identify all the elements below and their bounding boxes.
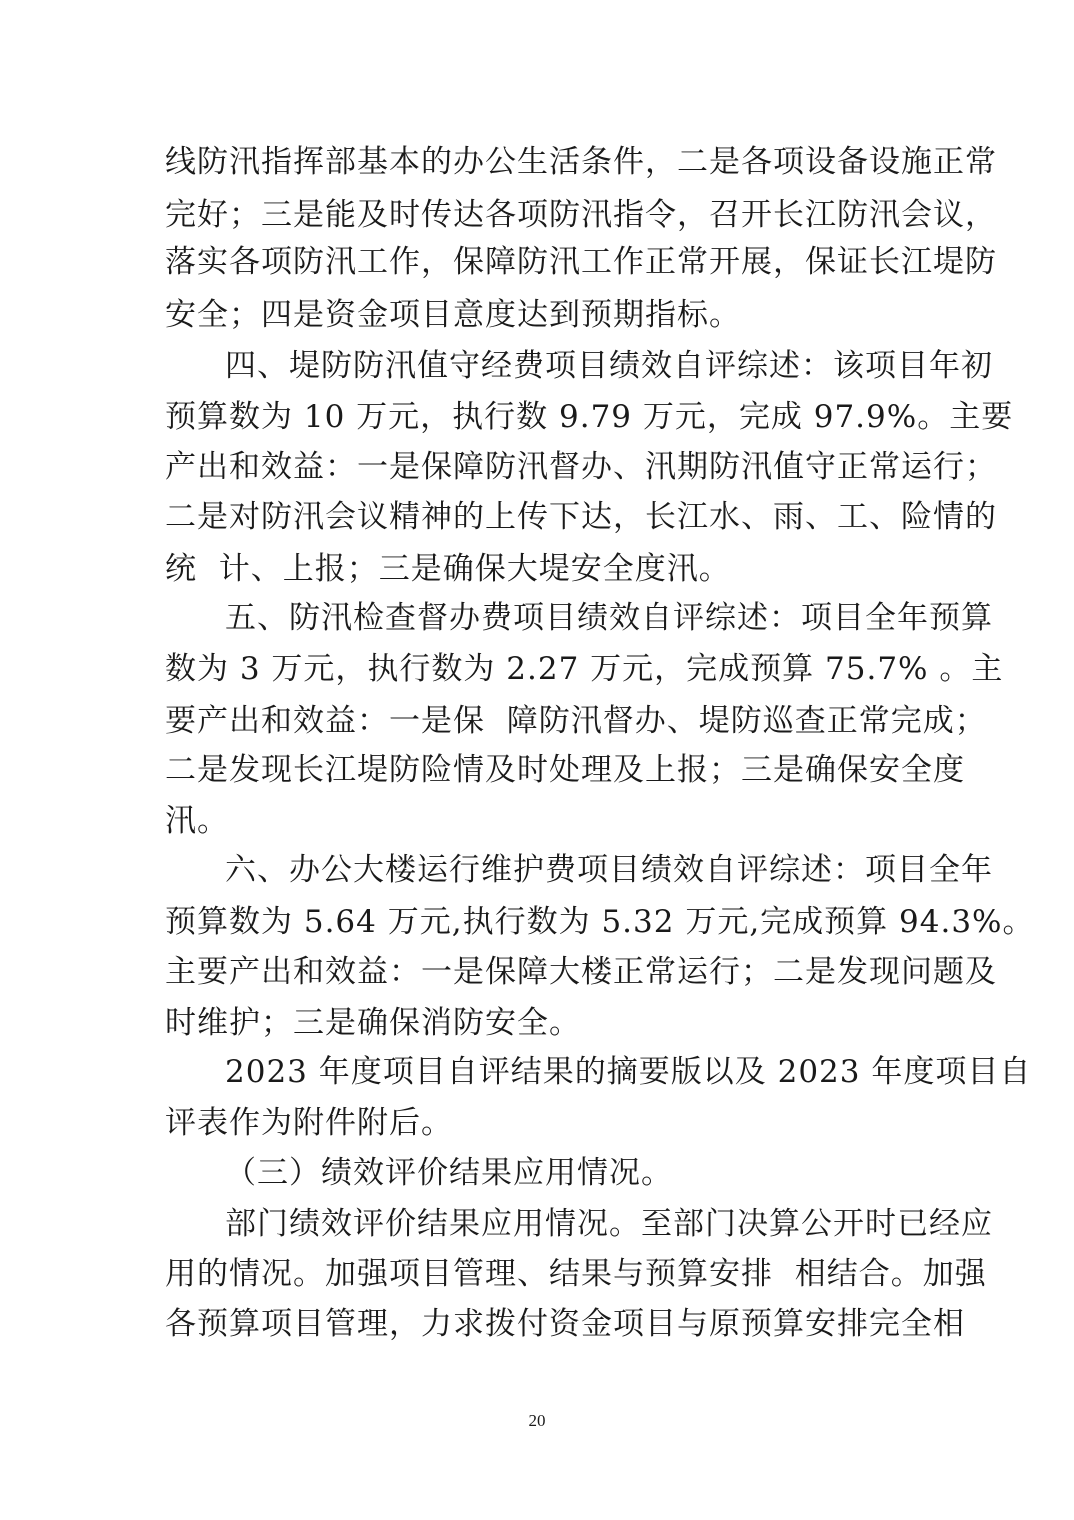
text-line: 时维护；三是确保消防安全。 bbox=[165, 1005, 581, 1041]
text-line: 用的情况。加强项目管理、结果与预算安排 相结合。加强 bbox=[165, 1256, 987, 1292]
text-line: 二是发现长江堤防险情及时处理及上报；三是确保安全度 bbox=[165, 752, 965, 788]
text-line: 预算数为 5.64 万元,执行数为 5.32 万元,完成预算 94.3%。 bbox=[165, 904, 1035, 940]
section-heading: （三）绩效评价结果应用情况。 bbox=[225, 1155, 673, 1191]
text-line: 统 计、上报；三是确保大堤安全度汛。 bbox=[165, 551, 731, 587]
paragraph-start-line: 四、堤防防汛值守经费项目绩效自评综述：该项目年初 bbox=[225, 348, 993, 384]
page-number: 20 bbox=[528, 1411, 546, 1430]
text-line: 数为 3 万元，执行数为 2.27 万元，完成预算 75.7% 。主 bbox=[165, 651, 1004, 687]
text-line: 各预算项目管理，力求拨付资金项目与原预算安排完全相 bbox=[165, 1306, 965, 1342]
text-line: 主要产出和效益：一是保障大楼正常运行；二是发现问题及 bbox=[165, 954, 997, 990]
text-line: 预算数为 10 万元，执行数 9.79 万元，完成 97.9%。主要 bbox=[165, 399, 1014, 435]
paragraph-start-line: 2023 年度项目自评结果的摘要版以及 2023 年度项目自 bbox=[225, 1054, 1032, 1090]
text-line: 产出和效益：一是保障防汛督办、汛期防汛值守正常运行； bbox=[165, 449, 997, 485]
text-line: 安全；四是资金项目意度达到预期指标。 bbox=[165, 297, 741, 333]
text-line: 二是对防汛会议精神的上传下达，长江水、雨、工、险情的 bbox=[165, 499, 997, 535]
text-line: 完好；三是能及时传达各项防汛指令，召开长江防汛会议， bbox=[165, 197, 997, 233]
paragraph-start-line: 六、办公大楼运行维护费项目绩效自评综述：项目全年 bbox=[225, 852, 993, 888]
text-line: 评表作为附件附后。 bbox=[165, 1105, 453, 1141]
paragraph-start-line: 部门绩效评价结果应用情况。至部门决算公开时已经应 bbox=[225, 1206, 993, 1242]
text-line: 落实各项防汛工作，保障防汛工作正常开展，保证长江堤防 bbox=[165, 244, 997, 280]
text-line: 要产出和效益：一是保 障防汛督办、堤防巡查正常完成； bbox=[165, 703, 987, 739]
text-line: 线防汛指挥部基本的办公生活条件，二是各项设备设施正常 bbox=[165, 144, 997, 180]
paragraph-start-line: 五、防汛检查督办费项目绩效自评综述：项目全年预算 bbox=[225, 600, 993, 636]
text-line: 汛。 bbox=[165, 803, 229, 839]
